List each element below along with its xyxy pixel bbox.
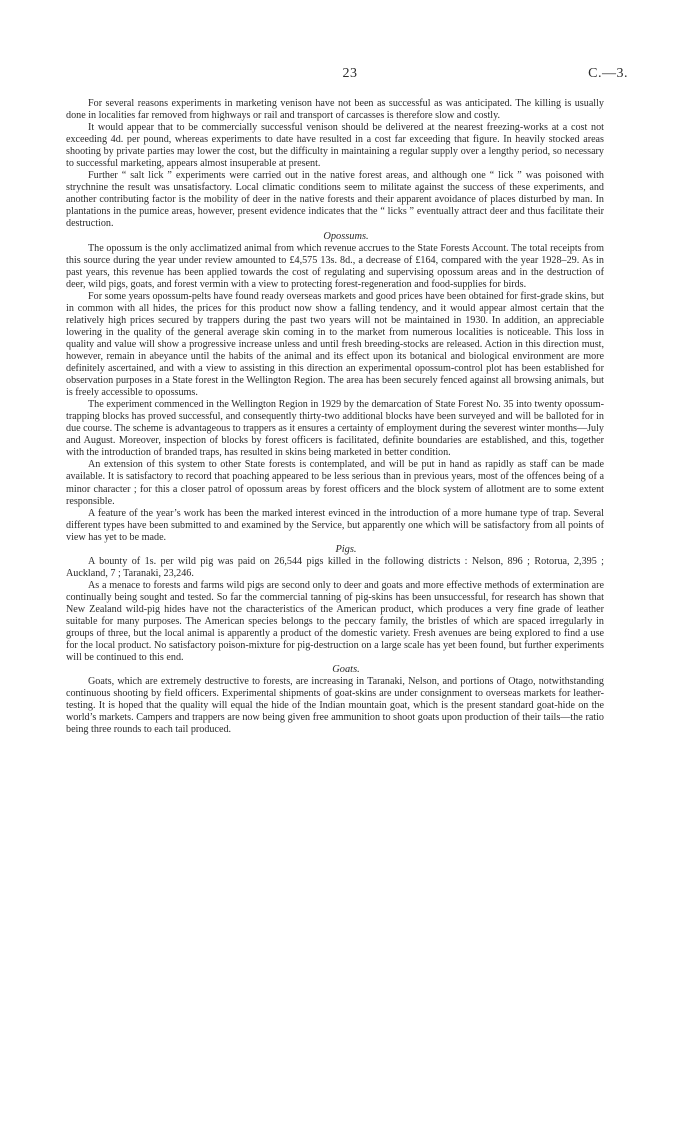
paragraph: The opossum is the only acclimatized animal from which revenue accrues to the State Forests Account. The total receipts from this source during the year under review amounted to £4,575 13s. 8d., a decrease of £164, compared with the year 1928–29. As in past years, this revenue has been applied towards the cost of regulating and supervising opossum areas and in the destruction of deer, wild pigs, goats, and forest vermin with a view to protecting forest-regeneration and food-supplies for birds. <box>66 242 604 290</box>
opossums-section <box>66 231 604 544</box>
paragraph: For some years opossum-pelts have found ready overseas markets and good prices have been obtained for first-grade skins, but in common with all hides, the prices for this product now show a falling tendency, and it would appear almost certain that the relatively high prices secured by trappers during the past two years will not be maintained in 1930. In addition, an appreciable lowering in the quality of the general average skin coming in to the market from numerous localities is noticeable. This loss in quality and value will show a progressive increase unless and until fresh breeding-stocks are released. Action in this direction must, however, remain in abeyance until the habits of the animal and its effect upon its botanical and biological environment are more definitely ascertained, and with a view to assisting in this direction an experimental opossum-control plot has been established for observation purposes in a State forest in the Wellington Region. The area has been securely fenced against all browsing animals, but is freely accessible to opossums. <box>66 290 604 399</box>
paragraph: For several reasons experiments in marketing venison have not been as successful as was anticipated. The killing is usually done in localities far removed from highways or rail and transport of carcasses is therefore slow and costly. <box>66 98 604 122</box>
section-heading-goats: Goats. <box>332 664 360 676</box>
paragraph: The experiment commenced in the Wellington Region in 1929 by the demarcation of State Forest No. 35 into twenty opossum-trapping blocks has proved successful, and consequently thirty-two additional blocks have been surveyed and will be balloted for in due course. The scheme is advantageous to trappers as it ensures a certainty of employment during the severest winter months—July and August. Moreover, inspection of blocks by forest officers is facilitated, definite boundaries are established, and this, together with the introduction of branded traps, has resulted in skins being marketed in better condition. <box>66 399 604 459</box>
section-heading-pigs: Pigs. <box>335 543 357 555</box>
paragraph: Further “ salt lick ” experiments were carried out in the native forest areas, and although one “ lick ” was poisoned with strychnine the result was unsatisfactory. Local climatic conditions seem to militate against the success of these experiments, and another contributing factor is the mobility of deer in the native forests and their apparent avoidance of places disturbed by man. In plantations in the pumice areas, however, present evidence indicates that the “ licks ” eventually attract deer and thus facilitate their destruction. <box>66 170 604 230</box>
paragraph: Goats, which are extremely destructive to forests, are increasing in Taranaki, Nelson, and portions of Otago, notwithstanding continuous shooting by field officers. Experimental shipments of goat-skins are under consignment to overseas markets for leather-testing. It is hoped that the quality will equal the hide of the Indian mountain goat, which is the present standard goat-hide on the world’s markets. Campers and trappers are now being given free ammunition to shoot goats upon production of their tails—the ratio being three rounds to each tail produced. <box>66 676 604 736</box>
document-reference: C.—3. <box>588 66 628 81</box>
page-number: 23 <box>342 66 358 81</box>
venison-section <box>66 98 604 231</box>
pigs-section <box>66 544 604 664</box>
paragraph: It would appear that to be commercially successful venison should be delivered at the nearest freezing-works at a cost not exceeding 4d. per pound, whereas experiments to date have resulted in a cost far exceeding that figure. In heavily stocked areas shooting by private parties may lower the cost, but the difficulty in maintaining a regular supply over a lengthy period, so necessary to successful marketing, appears almost insuperable at present. <box>66 122 604 170</box>
goats-section <box>66 664 604 736</box>
paragraph: As a menace to forests and farms wild pigs are second only to deer and goats and more effective methods of extermination are continually being sought and tested. So far the commercial tanning of pig-skins has been unsuccessful, for research has shown that New Zealand wild-pig hides have not the characteristics of the American product, which produces a very fine grade of leather suitable for many purposes. The American species belongs to the peccary family, the bristles of which are spaced irregularly in groups of three, but the local animal is apparently a product of the domestic variety. Fresh avenues are being explored to find a use for the local product. No satisfactory poison-mixture for pig-destruction on a large scale has yet been found, but further experiments will be continued to this end. <box>66 579 604 664</box>
section-heading-opossums: Opossums. <box>323 230 369 242</box>
page-body <box>66 98 604 736</box>
paragraph: A feature of the year’s work has been the marked interest evinced in the introduction of a more humane type of trap. Several different types have been submitted to and examined by the Service, but apparently one which will be satisfactory from all points of view has yet to be made. <box>66 507 604 543</box>
paragraph: An extension of this system to other State forests is contemplated, and will be put in hand as rapidly as staff can be made available. It is satisfactory to record that poaching appeared to be less serious than in previous years, most of the offences being of a minor character ; for this a closer patrol of opossum areas by forest officers and the block system of allotment are to some extent responsible. <box>66 459 604 507</box>
paragraph: A bounty of 1s. per wild pig was paid on 26,544 pigs killed in the following districts : Nelson, 896 ; Rotorua, 2,395 ; Auckland, 7 ; Taranaki, 23,246. <box>66 555 604 579</box>
